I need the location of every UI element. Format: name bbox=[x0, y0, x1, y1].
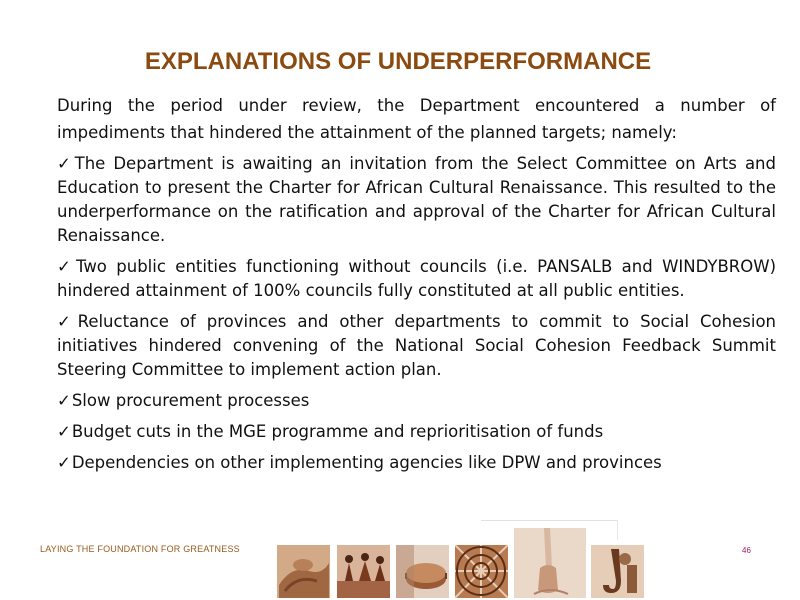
footer-tagline: LAYING THE FOUNDATION FOR GREATNESS bbox=[40, 544, 240, 554]
page-number: 46 bbox=[742, 546, 751, 555]
bullet-item bbox=[57, 389, 776, 413]
saxophone-photo-icon bbox=[591, 545, 644, 598]
bullet-text: Slow procurement processes bbox=[71, 391, 310, 410]
checkmark-icon: ✓ bbox=[57, 422, 71, 441]
decorative-frame-line bbox=[481, 520, 617, 521]
hands-photo-icon bbox=[277, 545, 330, 598]
bullet-text: Dependencies on other implementing agencies like DPW and provinces bbox=[71, 453, 662, 472]
basket-weave-photo-icon bbox=[455, 545, 508, 598]
checkmark-icon: ✓ bbox=[57, 154, 74, 173]
bullet-text: Budget cuts in the MGE programme and reprioritisation of funds bbox=[71, 422, 604, 441]
bullet-text: Reluctance of provinces and other departments to commit to Social Cohesion initiatives hindered convening of the National Social Cohesion Feedback Summit Steering Committee to implement action plan. bbox=[57, 312, 776, 379]
bullet-item bbox=[57, 255, 776, 303]
bullet-item bbox=[57, 451, 776, 475]
checkmark-icon: ✓ bbox=[57, 391, 71, 410]
bullet-text: Two public entities functioning without councils (i.e. PANSALB and WINDYBROW) hindered attainment of 100% councils fully constituted at all public entities. bbox=[57, 257, 777, 300]
drum-photo-icon bbox=[396, 545, 449, 598]
bullet-text: The Department is awaiting an invitation from the Select Committee on Arts and Education to present the Charter for African Cultural Renaissance. This resulted to the underperformance on the ratification and approval of the Charter for African Cultural Renaissance. bbox=[57, 154, 776, 245]
bullet-item bbox=[57, 310, 776, 382]
slide-title: EXPLANATIONS OF UNDERPERFORMANCE bbox=[144, 48, 652, 75]
ballet-shoe-photo-icon bbox=[514, 528, 586, 598]
checkmark-icon: ✓ bbox=[57, 257, 75, 276]
checkmark-icon: ✓ bbox=[57, 312, 77, 331]
dancers-photo-icon bbox=[337, 545, 390, 598]
bullet-item bbox=[57, 152, 776, 248]
checkmark-icon: ✓ bbox=[57, 453, 71, 472]
bullet-item bbox=[57, 420, 776, 444]
intro-paragraph: During the period under review, the Department encountered a number of impediments that hindered the attainment of the planned targets; namely: bbox=[57, 96, 776, 142]
slide-body bbox=[57, 92, 776, 482]
decorative-frame-line bbox=[617, 520, 618, 540]
